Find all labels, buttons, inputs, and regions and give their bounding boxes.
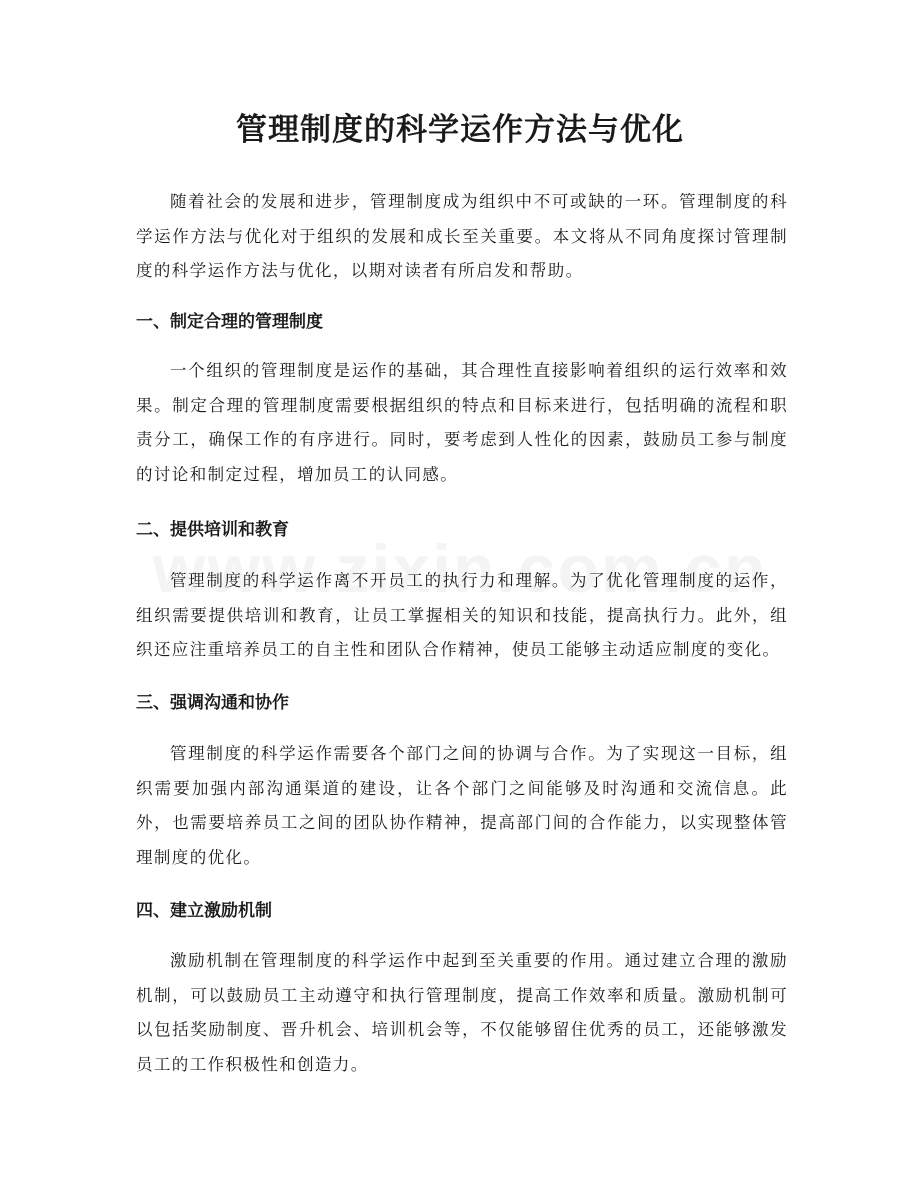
intro-paragraph: 随着社会的发展和进步，管理制度成为组织中不可或缺的一环。管理制度的科学运作方法与优化对于组织的发展和成长至关重要。本文将从不同角度探讨管理制度的科学运作方法与优化，以期对读者有所启发和帮助。 xyxy=(136,192,788,280)
section-2-body: 管理制度的科学运作离不开员工的执行力和理解。为了优化管理制度的运作，组织需要提供培训和教育，让员工掌握相关的知识和技能，提高执行力。此外，组织还应注重培养员工的自主性和团队合作精神，使员工能够主动适应制度的变化。 xyxy=(136,571,788,659)
section-1-heading: 一、制定合理的管理制度 xyxy=(136,312,323,332)
section-1-body: 一个组织的管理制度是运作的基础，其合理性直接影响着组织的运行效率和效果。制定合理的管理制度需要根据组织的特点和目标来进行，包括明确的流程和职责分工，确保工作的有序进行。同时，要考虑到人性化的因素，鼓励员工参与制度的讨论和制定过程，增加员工的认同感。 xyxy=(136,361,788,484)
section-4-heading: 四、建立激励机制 xyxy=(136,901,272,921)
section-2-heading: 二、提供培训和教育 xyxy=(136,520,289,540)
document-title: 管理制度的科学运作方法与优化 xyxy=(236,112,684,148)
section-3-heading: 三、强调沟通和协作 xyxy=(136,693,289,713)
section-4-body: 激励机制在管理制度的科学运作中起到至关重要的作用。通过建立合理的激励机制，可以鼓励员工主动遵守和执行管理制度，提高工作效率和质量。激励机制可以包括奖励制度、晋升机会、培训机会等，不仅能够留住优秀的员工，还能够激发员工的工作积极性和创造力。 xyxy=(136,951,788,1074)
section-3-body: 管理制度的科学运作需要各个部门之间的协调与合作。为了实现这一目标，组织需要加强内部沟通渠道的建设，让各个部门之间能够及时沟通和交流信息。此外，也需要培养员工之间的团队协作精神，提高部门间的合作能力，以实现整体管理制度的优化。 xyxy=(136,744,788,867)
